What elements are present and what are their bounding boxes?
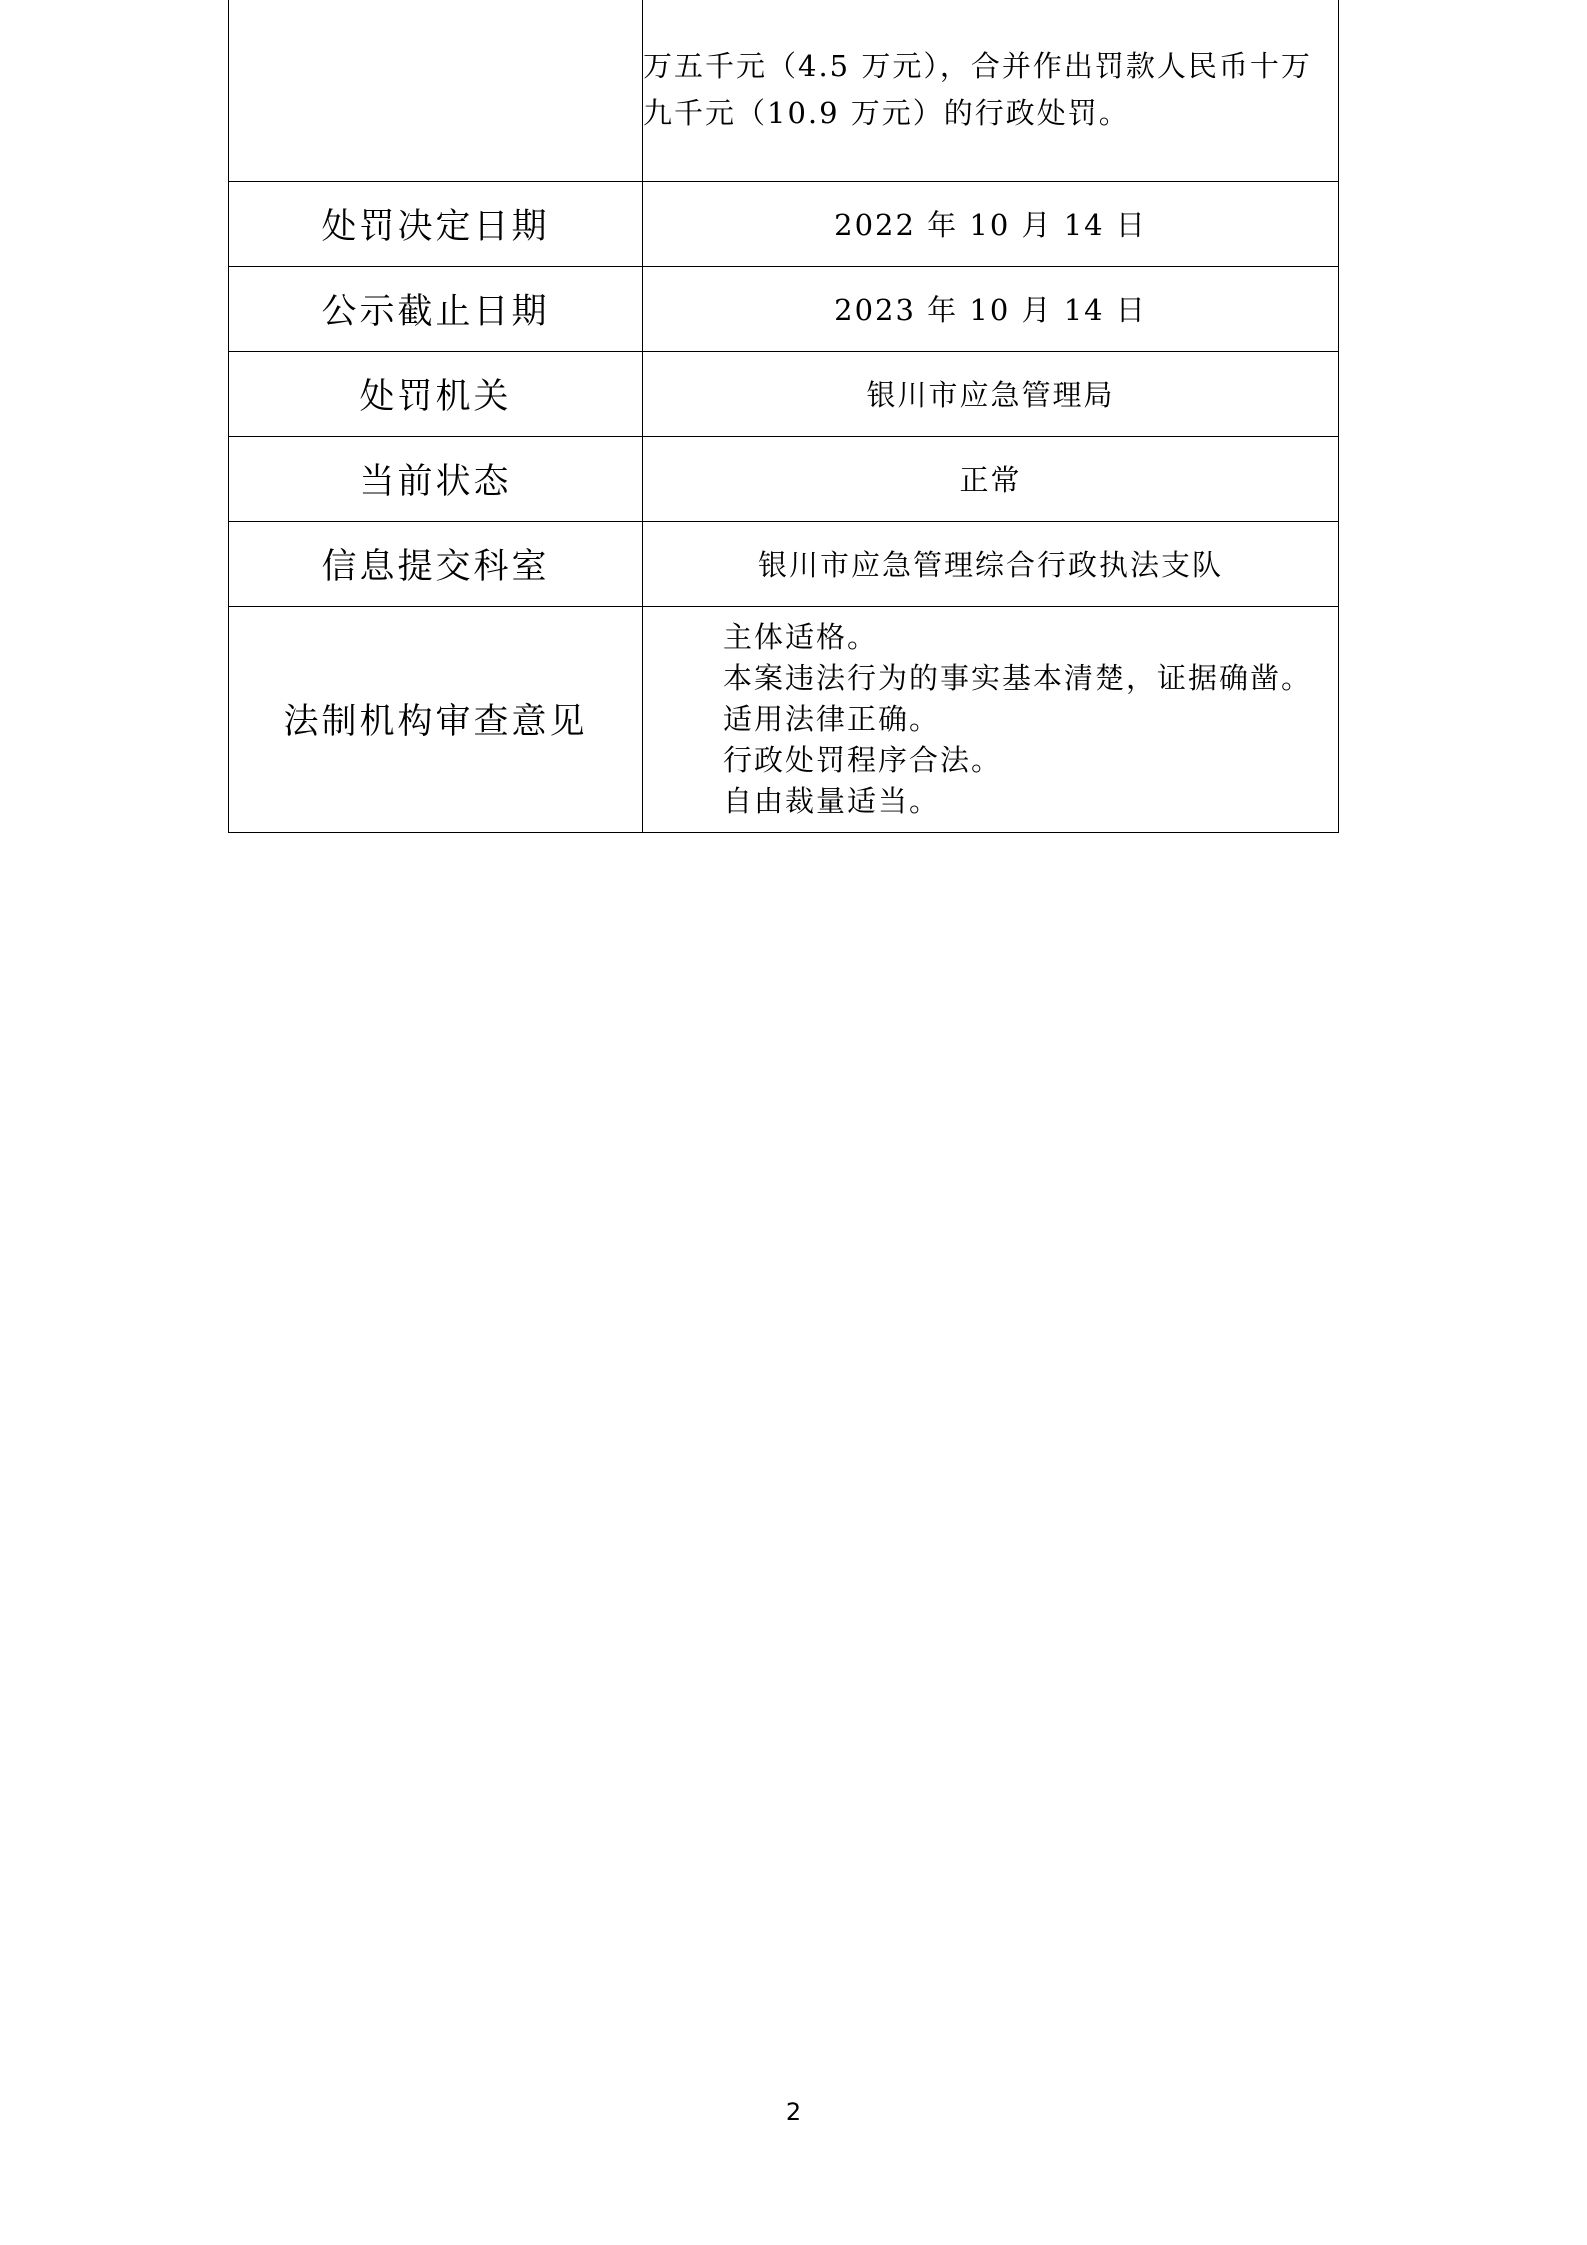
continuation-line: 万五千元（4.5 万元），合并作出罚款人民币十万 bbox=[643, 49, 1312, 84]
page-number: 2 bbox=[785, 2098, 802, 2126]
review-line: 行政处罚程序合法。 bbox=[723, 742, 1003, 777]
status-value: 正常 bbox=[643, 436, 1339, 521]
review-line: 适用法律正确。 bbox=[723, 701, 941, 736]
legal-review-value bbox=[643, 606, 1339, 832]
submitting-office-label: 信息提交科室 bbox=[229, 521, 643, 606]
table-row-status bbox=[229, 436, 1339, 521]
review-line: 自由裁量适当。 bbox=[723, 783, 941, 818]
table-row-authority bbox=[229, 351, 1339, 436]
status-label: 当前状态 bbox=[229, 436, 643, 521]
legal-review-label: 法制机构审查意见 bbox=[229, 606, 643, 832]
table-row-legal-review bbox=[229, 606, 1339, 832]
penalty-text-continuation bbox=[643, 0, 1339, 181]
table-row-publicity-deadline bbox=[229, 266, 1339, 351]
table-row-submitting-office bbox=[229, 521, 1339, 606]
continuation-line: 九千元（10.9 万元）的行政处罚。 bbox=[643, 96, 1130, 131]
decision-date-label: 处罚决定日期 bbox=[229, 181, 643, 266]
table-row-continuation bbox=[229, 0, 1339, 181]
review-line: 主体适格。 bbox=[723, 619, 879, 654]
review-line: 本案违法行为的事实基本清楚，证据确凿。 bbox=[723, 660, 1313, 695]
decision-date-value: 2022 年 10 月 14 日 bbox=[643, 181, 1339, 266]
authority-value: 银川市应急管理局 bbox=[643, 351, 1339, 436]
authority-label: 处罚机关 bbox=[229, 351, 643, 436]
empty-label-cell bbox=[229, 0, 643, 181]
table-row-decision-date bbox=[229, 181, 1339, 266]
submitting-office-value: 银川市应急管理综合行政执法支队 bbox=[643, 521, 1339, 606]
penalty-info-table bbox=[228, 0, 1339, 833]
publicity-deadline-value: 2023 年 10 月 14 日 bbox=[643, 266, 1339, 351]
publicity-deadline-label: 公示截止日期 bbox=[229, 266, 643, 351]
